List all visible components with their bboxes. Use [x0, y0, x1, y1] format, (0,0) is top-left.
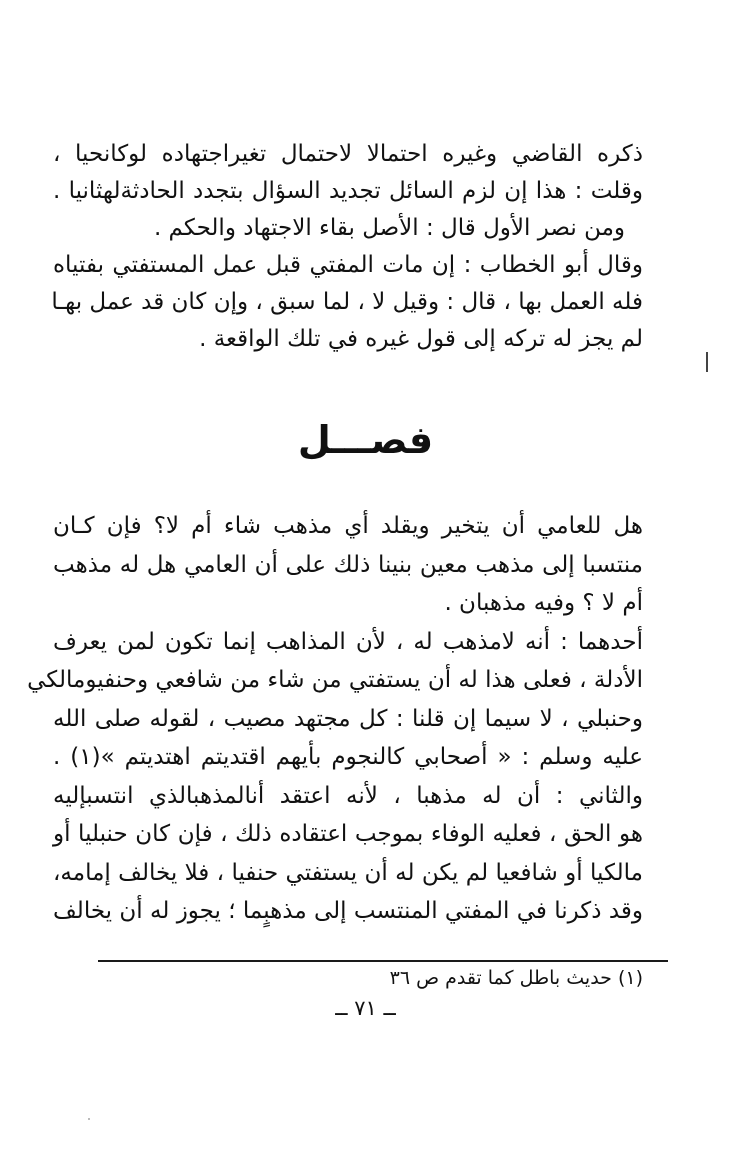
section-heading-text: فصـــل [297, 418, 434, 462]
text-line: لم يجز له تركه إلى قول غيره في تلك الواقعة . [199, 326, 643, 352]
section-heading [0, 418, 731, 464]
text-line: وقال أبو الخطاب : إن مات المفتي قبل عمل المستفتي بفتياه [53, 252, 643, 278]
footnote-divider [98, 960, 668, 962]
text-line: الأدلة ، فعلى هذا له أن يستفتي من شاء من شافعي وحنفيومالكي [27, 667, 643, 693]
page-number [0, 996, 731, 1020]
footnote-text: (١) حديث باطل كما تقدم ص ٣٦ [389, 967, 643, 989]
text-line: فله العمل بها ، قال : وقيل لا ، لما سبق ، وإن كان قد عمل بهـا [51, 289, 643, 315]
text-line: ومن نصر الأول قال : الأصل بقاء الاجتهاد والحكم . [153, 215, 625, 241]
text-line: وحنبلي ، لا سيما إن قلنا : كل مجتهد مصيب ، لقوله صلى الله [53, 705, 643, 732]
text-line: ذكره القاضي وغيره احتمالا لاحتمال تغيراجتهاده لوكانحيا ، [53, 141, 643, 167]
text-line: أم لا ؟ وفيه مذهبان . [444, 590, 643, 616]
text-line: والثاني : أن له مذهبا ، لأنه اعتقد أنالمذهبالذي انتسبإليه [53, 782, 643, 809]
main-text-block [27, 507, 643, 931]
text-line: هل للعامي أن يتخير ويقلد أي مذهب شاء أم لا؟ فإن كـان [53, 513, 643, 539]
footnote [53, 964, 643, 992]
page-number-text: ــ ٧١ ــ [335, 996, 396, 1020]
top-text-block [53, 136, 643, 358]
text-line: منتسبا إلى مذهب معين بنينا ذلك على أن العامي هل له مذهب [53, 551, 643, 578]
text-line: هو الحق ، فعليه الوفاء بموجب اعتقاده ذلك ، فإن كان حنبليا أو [53, 821, 643, 847]
margin-mark [706, 352, 708, 372]
text-line: عليه وسلم : « أصحابي كالنجوم بأيهم اقتديتم اهتديتم »(١) . [53, 744, 643, 770]
text-line: وقلت : هذا إن لزم السائل تجديد السؤال بتجدد الحادثةلهثانيا . [53, 178, 643, 204]
scan-speck [88, 1118, 90, 1120]
text-line: مالكيا أو شافعيا لم يكن له أن يستفتي حنفيا ، فلا يخالف إمامه، [53, 859, 643, 886]
text-line: أحدهما : أنه لامذهب له ، لأن المذاهب إنما تكون لمن يعرف [53, 628, 643, 655]
text-line: وقد ذكرنا في المفتي المنتسب إلى مذهبٍما ؛ يجوز له أن يخالف [53, 898, 643, 924]
